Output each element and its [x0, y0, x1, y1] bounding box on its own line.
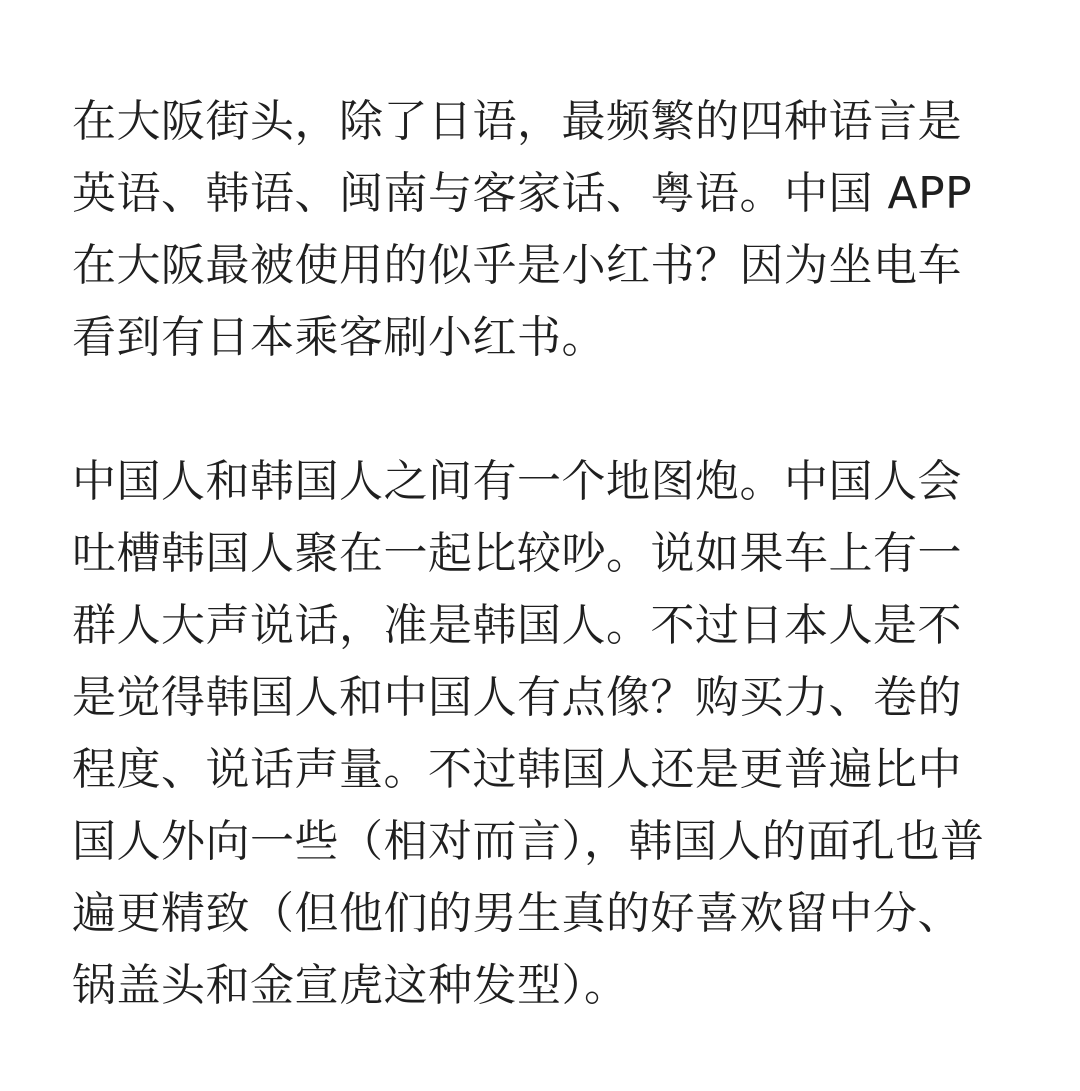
paragraph-china-korea [72, 446, 1012, 1022]
text-line: 国人外向一些（相对而言），韩国人的面孔也普 [72, 816, 985, 867]
text-line: 锅盖头和金宣虎这种发型）。 [72, 960, 629, 1011]
text-line: 吐槽韩国人聚在一起比较吵。说如果车上有一 [72, 528, 962, 579]
text-line: 在大阪街头，除了日语，最频繁的四种语言是 [72, 96, 962, 147]
paragraph-osaka-languages [72, 86, 1012, 374]
text-line: 遍更精致（但他们的男生真的好喜欢留中分、 [72, 888, 962, 939]
text-line: 是觉得韩国人和中国人有点像？购买力、卷的 [72, 672, 962, 723]
text-line: 在大阪最被使用的似乎是小红书？因为坐电车 [72, 240, 962, 291]
text-line: 中国人和韩国人之间有一个地图炮。中国人会 [72, 456, 962, 507]
text-line: 看到有日本乘客刷小红书。 [72, 312, 606, 363]
text-line: 英语、韩语、闽南与客家话、粤语。中国 APP [72, 168, 973, 219]
text-line: 群人大声说话，准是韩国人。不过日本人是不 [72, 600, 962, 651]
document-body [72, 86, 1012, 1022]
text-line: 程度、说话声量。不过韩国人还是更普遍比中 [72, 744, 962, 795]
